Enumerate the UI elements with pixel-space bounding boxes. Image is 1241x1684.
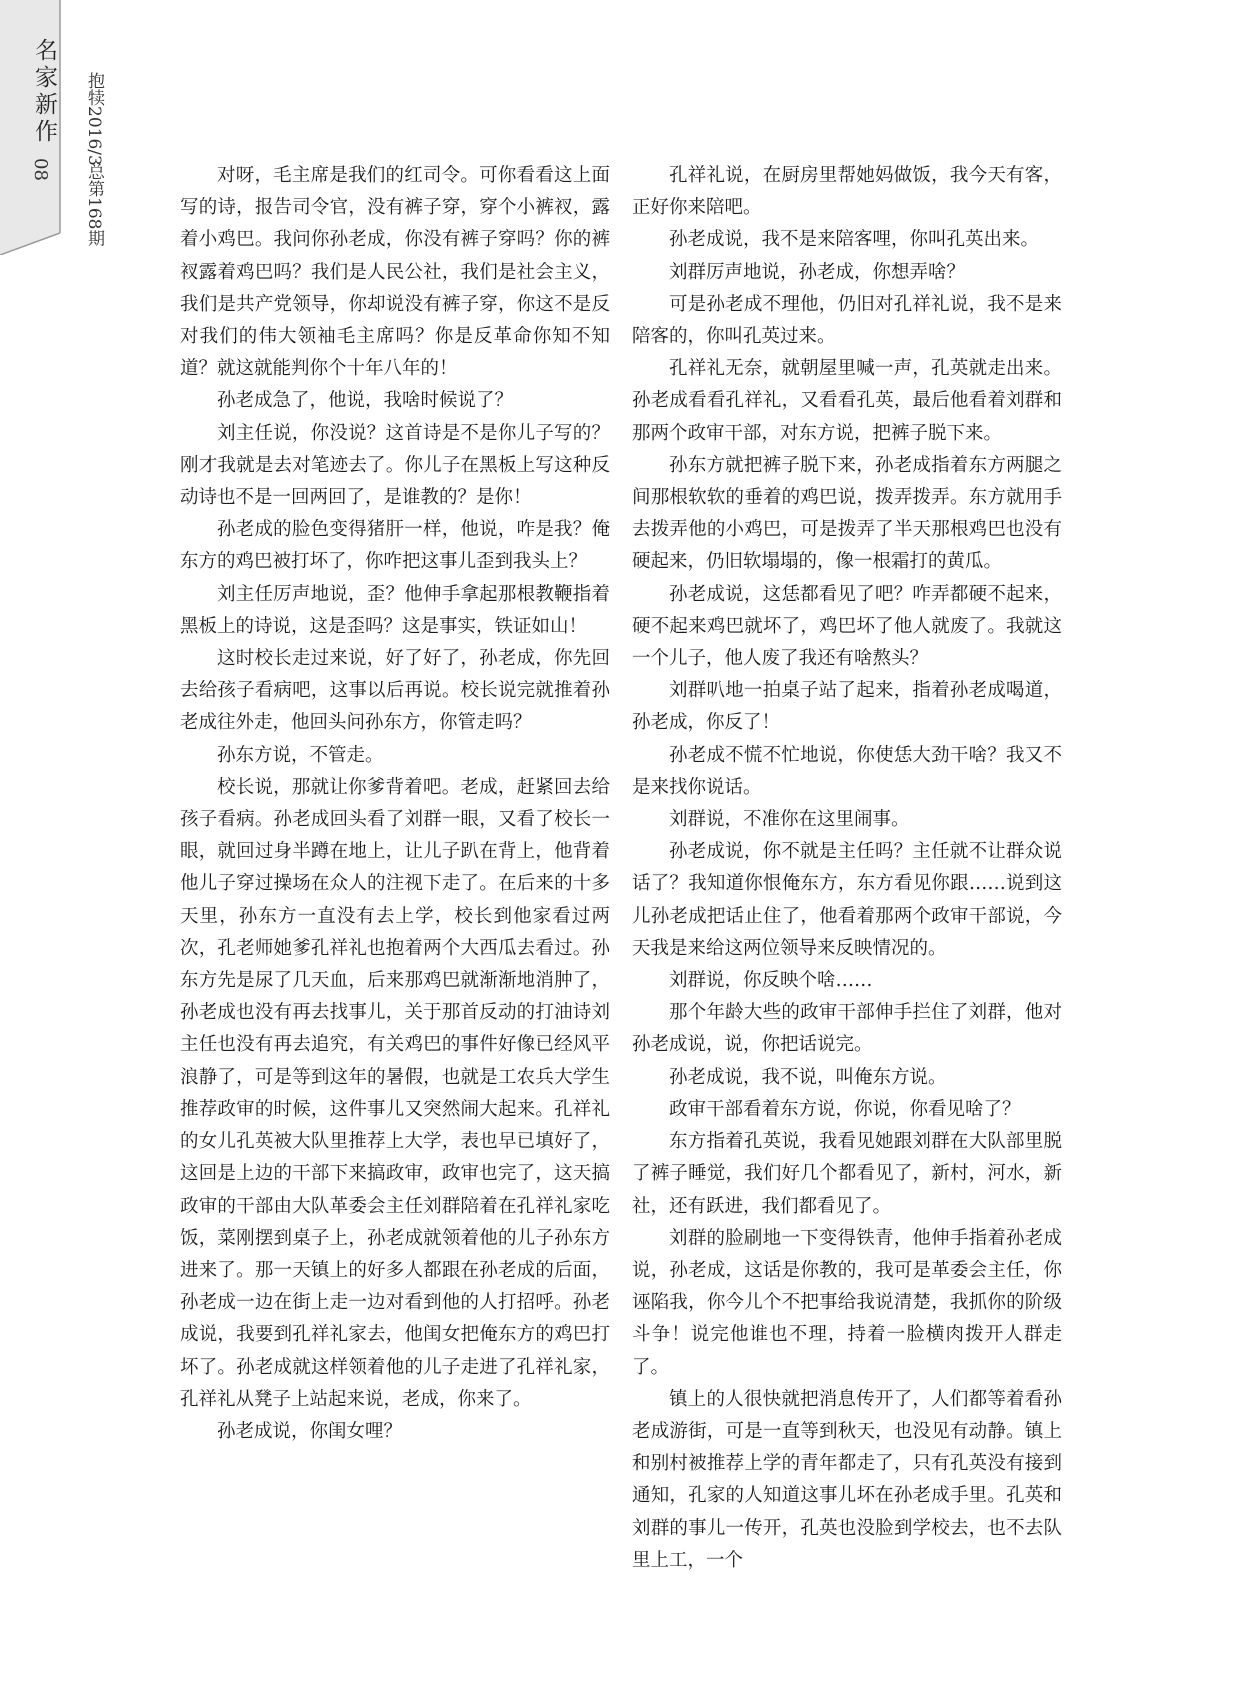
paragraph: 孙老成的脸色变得猪肝一样，他说，咋是我？俺东方的鸡巴被打坏了，你咋把这事儿歪到我头上？: [180, 519, 610, 573]
paragraph: 对呀，毛主席是我们的红司令。可你看看这上面写的诗，报告司令官，没有裤子穿，穿个小裤衩，露着小鸡巴。我问你孙老成，你没有裤子穿吗？你的裤衩露着鸡巴吗？我们是人民公社，我们是社会主义，我们是共产党领导，你却说没有裤子穿，你这不是反对我们的伟大领袖毛主席吗？你是反革命你知不知道？就这就能判你个十年八年的！: [180, 165, 610, 380]
journal-name: 抱犊2016/3: [84, 72, 104, 166]
paragraph: 孙老成说，你闺女哩？: [217, 1420, 403, 1442]
paragraph: 可是孙老成不理他，仍旧对孔祥礼说，我不是来陪客的，你叫孔英过来。: [632, 293, 1062, 348]
text-column-left: [180, 160, 610, 1448]
paragraph: 校长说，那就让你爹背着吧。老成，赶紧回去给孩子看病。孙老成回头看了刘群一眼，又看了校长一眼，就回过身半蹲在地上，让儿子趴在背上，他背着他儿子穿过操场在众人的注视下走了。在后来的十多天里，孙东方一直没有去上学，校长到他家看过两次，孔老师她爹孔祥礼也抱着两个大西瓜去看过。孙东方先是尿了几天血，后来那鸡巴就渐渐地消肿了，孙老成也没有再去找事儿，关于那首反动的打油诗刘主任也没有再去追究，有关鸡巴的事件好像已经风平浪静了，可是等到这年的暑假，也就是工农兵大学生推荐政审的时候，这件事儿又突然闹大起来。孔祥礼的女儿孔英被大队里推荐上大学，表也早已填好了，这回是上边的干部下来搞政审，政审也完了，这天搞政审的干部由大队革委会主任刘群陪着在孔祥礼家吃饭，菜刚摆到桌子上，孙老成就领着他的儿子孙东方进来了。那一天镇上的好多人都跟在孙老成的后面，孙老成一边在街上走一边对看到他的人打招呼。孙老成说，我要到孔祥礼家去，他闺女把俺东方的鸡巴打坏了。孙老成就这样领着他的儿子走进了孔祥礼家，孔祥礼从凳子上站起来说，老成，你来了。: [180, 776, 610, 1410]
paragraph: 刘群说，你反映个啥……: [669, 970, 873, 992]
paragraph: 孙东方就把裤子脱下来，孙老成指着东方两腿之间那根软软的垂着的鸡巴说，拨弄拨弄。东方就用手去拨弄他的小鸡巴，可是拨弄了半天那根鸡巴也没有硬起来，仍旧软塌塌的，像一根霜打的黄瓜。: [632, 454, 1062, 573]
section-tab: [0, 0, 68, 255]
paragraph: 刘群的脸刷地一下变得铁青，他伸手指着孙老成说，孙老成，这话是你教的，我可是革委会主任，你诬陷我，你今儿个不把事给我说清楚，我抓你的阶级斗争！说完他谁也不理，持着一脸横肉拨开人群走了。: [632, 1227, 1062, 1378]
paragraph: 刘群叭地一拍桌子站了起来，指着孙老成喝道，孙老成，你反了！: [632, 680, 1062, 734]
paragraph: 政审干部看着东方说，你说，你看见啥了？: [669, 1098, 1021, 1120]
paragraph: 东方指着孔英说，我看见她跟刘群在大队部里脱了裤子睡觉，我们好几个都看见了，新村，河水，新社，还有跃进，我们都看见了。: [632, 1131, 1062, 1217]
paragraph: 孙老成说，我不说，叫俺东方说。: [669, 1066, 947, 1088]
paragraph: 孙老成说，我不是来陪客哩，你叫孔英出来。: [669, 229, 1040, 251]
section-title: 名家新作: [31, 38, 57, 146]
paragraph: 这时校长走过来说，好了好了，孙老成，你先回去给孩子看病吧，这事以后再说。校长说完就推着孙老成往外走，他回头问孙东方，你管走吗？: [180, 648, 610, 734]
paragraph: 那个年龄大些的政审干部伸手拦住了刘群，他对孙老成说，说，你把话说完。: [632, 1002, 1062, 1056]
paragraph: 刘主任说，你没说？这首诗是不是你儿子写的？刚才我就是去对笔迹去了。你儿子在黑板上写这种反动诗也不是一回两回了，是谁教的？是你！: [180, 422, 610, 509]
paragraph: 刘群说，不准你在这里闹事。: [669, 809, 910, 831]
paragraph: 孔祥礼说，在厨房里帮她妈做饭，我今天有客，正好你来陪吧。: [632, 165, 1062, 219]
text-column-right: [632, 160, 1062, 1577]
paragraph: 刘群厉声地说，孙老成，你想弄啥？: [669, 261, 966, 283]
paragraph: 孔祥礼无奈，就朝屋里喊一声，孔英就走出来。孙老成看看孔祥礼，又看看孔英，最后他看着刘群和那两个政审干部，对东方说，把裤子脱下来。: [632, 358, 1062, 444]
paragraph: 孙老成说，你不就是主任吗？主任就不让群众说话了？我知道你恨俺东方，东方看见你跟……说到这儿孙老成把话止住了，他看着那两个政审干部说，今天我是来给这两位领导来反映情况的。: [632, 841, 1062, 959]
paragraph: 孙东方说，不管走。: [217, 744, 384, 766]
paragraph: 刘主任厉声地说，歪？他伸手拿起那根教鞭指着黑板上的诗说，这是歪吗？这是事实，铁证如山！: [180, 583, 610, 637]
paragraph: 孙老成急了，他说，我啥时候说了？: [217, 390, 514, 412]
page-number: 08: [30, 158, 51, 181]
paragraph: 孙老成说，这恁都看见了吧？咋弄都硬不起来，硬不起来鸡巴就坏了，鸡巴坏了他人就废了。我就这一个儿子，他人废了我还有啥熬头？: [632, 583, 1062, 670]
paragraph: 孙老成不慌不忙地说，你使恁大劲干啥？我又不是来找你说话。: [632, 744, 1062, 798]
issue-number: 总第168期: [84, 163, 104, 247]
paragraph: 镇上的人很快就把消息传开了，人们都等着看孙老成游街，可是一直等到秋天，也没见有动静。镇上和别村被推荐上学的青年都走了，只有孔英没有接到通知，孔家的人知道这事儿坏在孙老成手里。孔英和刘群的事儿一传开，孔英也没脸到学校去，也不去队里上工，一个: [632, 1388, 1062, 1571]
